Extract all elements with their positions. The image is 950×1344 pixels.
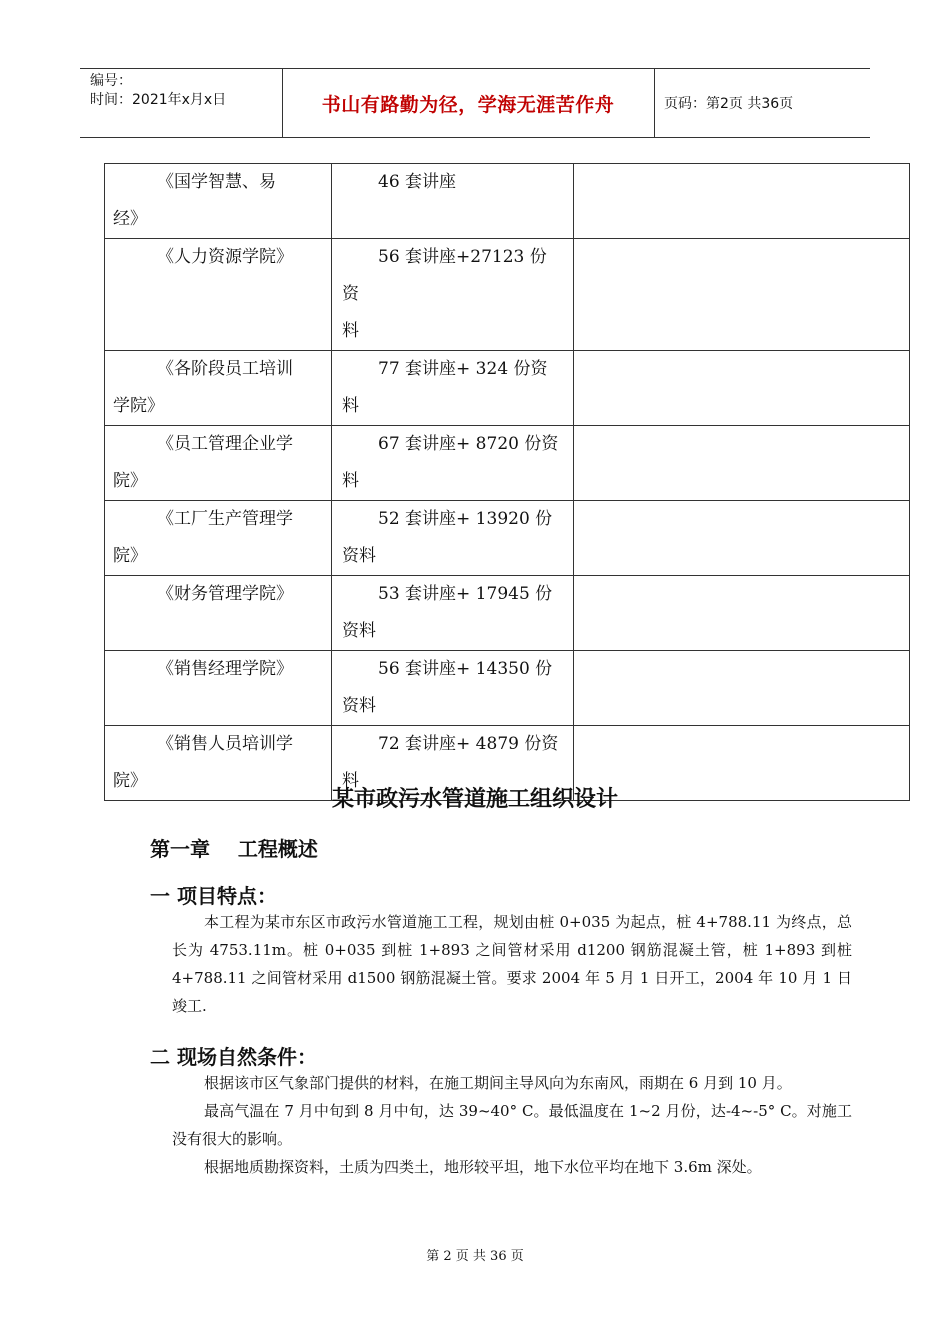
header-meta xyxy=(80,69,282,140)
lecture-name-cell: 《财务管理学院》 xyxy=(105,576,332,651)
table-row xyxy=(105,351,910,426)
table-row xyxy=(105,576,910,651)
lecture-count-cell: 52 套讲座+ 13920 份 资料 xyxy=(332,501,574,576)
lecture-count-cell: 56 套讲座+ 14350 份 资料 xyxy=(332,651,574,726)
lecture-count-cell: 77 套讲座+ 324 份资 料 xyxy=(332,351,574,426)
section-heading: 二 现场自然条件： xyxy=(150,1045,317,1069)
header-page-info: 页码：第2页 共36页 xyxy=(664,96,794,112)
table-row xyxy=(105,164,910,239)
empty-cell xyxy=(574,239,910,351)
lecture-table xyxy=(104,163,910,801)
empty-cell xyxy=(574,501,910,576)
table-row xyxy=(105,239,910,351)
lecture-count-cell: 67 套讲座+ 8720 份资 料 xyxy=(332,426,574,501)
lecture-count-cell: 46 套讲座 xyxy=(332,164,574,239)
section-paragraph: 本工程为某市东区市政污水管道施工工程，规划由桩 0+035 为起点，桩 4+788.11 为终点，总长为 4753.11m。桩 0+035 到桩 1+893 之间管材采用 d1200 钢筋混凝土管，桩 1+893 到桩 4+788.11 之间管材采用 d1500 钢筋混凝土管。要求 2004 年 5 月 1 日开工，2004 年 10 月 1 日竣工. xyxy=(172,913,852,1015)
table-row xyxy=(105,651,910,726)
lecture-name-cell: 《员工管理企业学 院》 xyxy=(105,426,332,501)
header-motto: 书山有路勤为径，学海无涯苦作舟 xyxy=(321,93,615,116)
table-row xyxy=(105,501,910,576)
lecture-name-cell: 《销售人员培训学 院》 xyxy=(105,726,332,801)
empty-cell xyxy=(574,164,910,239)
lecture-count-cell: 53 套讲座+ 17945 份 资料 xyxy=(332,576,574,651)
lecture-name-cell: 《人力资源学院》 xyxy=(105,239,332,351)
lecture-count-cell: 72 套讲座+ 4879 份资 料 xyxy=(332,726,574,801)
page-footer: 第 2 页 共 36 页 xyxy=(426,1249,524,1264)
section-paragraph: 最高气温在 7 月中旬到 8 月中旬，达 39~40° C。最低温度在 1~2 月份，达-4~-5° C。对施工没有很大的影响。 xyxy=(172,1102,852,1148)
doc-number-label: 编号： xyxy=(90,73,132,89)
lecture-name-cell: 《销售经理学院》 xyxy=(105,651,332,726)
empty-cell xyxy=(574,351,910,426)
section-heading: 一 项目特点： xyxy=(150,884,277,908)
empty-cell xyxy=(574,426,910,501)
lecture-name-cell: 《各阶段员工培训 学院》 xyxy=(105,351,332,426)
chapter-heading: 第一章 工程概述 xyxy=(150,837,318,861)
document-title: 某市政污水管道施工组织设计 xyxy=(331,787,618,812)
lecture-count-cell: 56 套讲座+27123 份资 料 xyxy=(332,239,574,351)
lecture-name-cell: 《国学智慧、易 经》 xyxy=(105,164,332,239)
section-paragraph: 根据该市区气象部门提供的材料，在施工期间主导风向为东南风，雨期在 6 月到 10 月。 xyxy=(204,1074,792,1092)
doc-time-label: 时间：2021年x月x日 xyxy=(90,92,227,108)
table-row xyxy=(105,426,910,501)
page-header xyxy=(80,68,870,138)
empty-cell xyxy=(574,576,910,651)
lecture-name-cell: 《工厂生产管理学 院》 xyxy=(105,501,332,576)
section-paragraph: 根据地质勘探资料，土质为四类土，地形较平坦，地下水位平均在地下 3.6m 深处。 xyxy=(204,1158,762,1176)
header-divider xyxy=(654,69,655,137)
empty-cell xyxy=(574,651,910,726)
